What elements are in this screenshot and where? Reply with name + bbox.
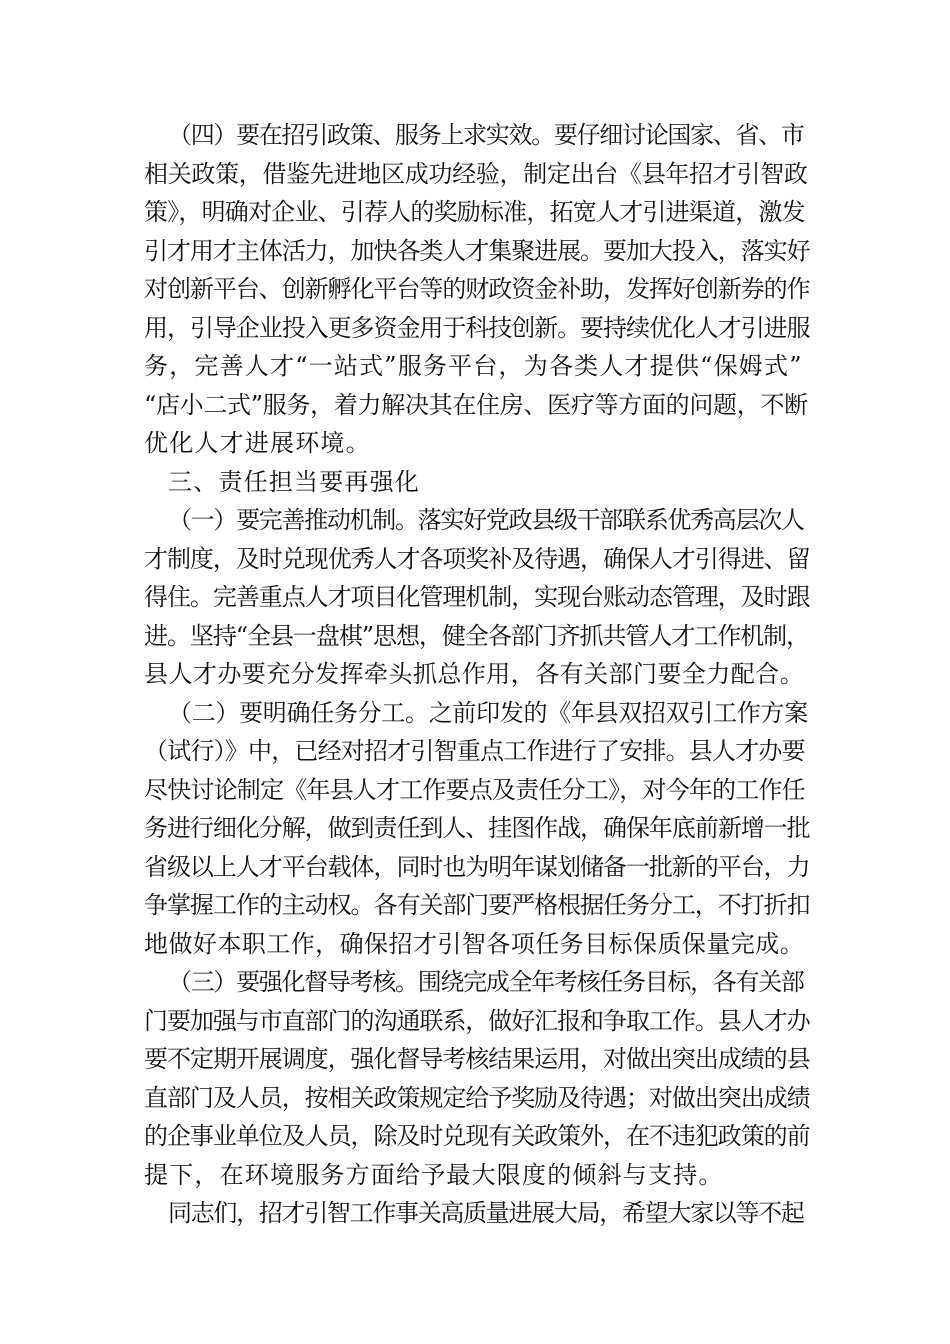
text-line: 提下，在环境服务方面给予最大限度的倾斜与支持。 [144,1160,724,1189]
text-line: 优化人才进展环境。 [144,429,371,457]
text-line: 得住。完善重点人才项目化管理机制，实现台账动态管理，及时跟 [144,583,810,611]
text-line: （四）要在招引政策、服务上求实效。要仔细讨论国家、省、市 [168,121,804,149]
text-line: （一）要完善推动机制。落实好党政县级干部联系优秀高层次人 [168,506,804,534]
text-line: 相关政策，借鉴先进地区成功经验，制定出台《县年招才引智政 [144,159,808,188]
text-line: （三）要强化督导考核。围绕完成全年考核任务目标，各有关部 [168,968,804,996]
text-line: “店小二式”服务，着力解决其在住房、医疗等方面的问题，不断 [144,390,808,419]
text-line: 地做好本职工作，确保招才引智各项任务目标保质保量完成。 [144,929,805,958]
text-line: 直部门及人员，按相关政策规定给予奖励及待遇；对做出突出成绩 [144,1083,810,1112]
document-body [144,116,810,1233]
text-line: （二）要明确任务分工。之前印发的《年县双招双引工作方案 [168,698,808,727]
text-line: 门要加强与市直部门的沟通联系，做好汇报和争取工作。县人才办 [144,1006,810,1035]
text-line: 同志们，招才引智工作事关高质量进展大局，希望大家以等不起 [168,1199,804,1227]
text-line: 的企事业单位及人员，除及时兑现有关政策外，在不违犯政策的前 [144,1122,810,1150]
text-line: 县人才办要充分发挥牵头抓总作用，各有关部门要全力配合。 [144,660,805,688]
text-line: 引才用才主体活力，加快各类人才集聚进展。要加大投入，落实好 [144,236,810,265]
text-line: 争掌握工作的主动权。各有关部门要严格根据任务分工，不打折扣 [144,891,810,919]
text-line: 务，完善人才“一站式”服务平台，为各类人才提供“保姆式” [144,352,803,380]
text-line: 用，引导企业投入更多资金用于科技创新。要持续优化人才引进服 [144,313,810,342]
text-line: （试行）》中，已经对招才引智重点工作进行了安排。县人才办要 [144,737,805,765]
section-heading: 三、责任担当要再强化 [168,467,420,496]
text-line: 对创新平台、创新孵化平台等的财政资金补助，发挥好创新券的作 [144,275,810,303]
text-line: 策》，明确对企业、引荐人的奖励标准，拓宽人才引进渠道，激发 [144,198,805,226]
text-line: 要不定期开展调度，强化督导考核结果运用，对做出突出成绩的县 [144,1045,810,1073]
text-line: 进。坚持“全县一盘棋”思想，健全各部门齐抓共管人才工作机制， [144,621,810,650]
text-line: 尽快讨论制定《年县人才工作要点及责任分工》，对今年的工作任 [144,775,805,804]
text-line: 务进行细化分解，做到责任到人、挂图作战，确保年底前新增一批 [144,814,810,842]
text-line: 才制度，及时兑现优秀人才各项奖补及待遇，确保人才引得进、留 [144,544,810,573]
text-line: 省级以上人才平台载体，同时也为明年谋划储备一批新的平台，力 [144,852,810,881]
